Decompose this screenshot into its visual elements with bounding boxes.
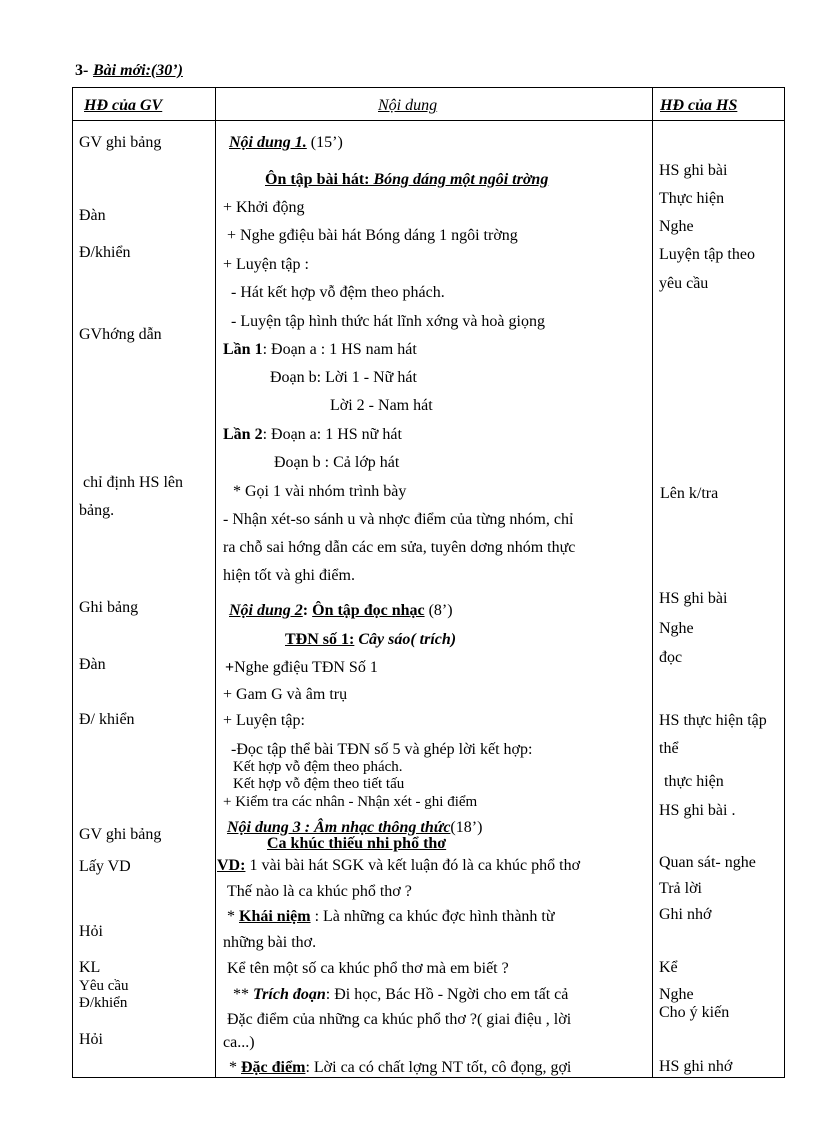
- content-line: [285, 630, 456, 650]
- content-line: Kết hợp vỗ đệm theo tiết tấu: [233, 776, 405, 792]
- content-line: - Luyện tập hình thức hát lĩnh xớng và hoà giọng: [231, 313, 545, 330]
- hs-item: Cho ý kiến: [659, 1004, 730, 1021]
- nd3-sub: Ca khúc thiếu nhi phổ thơ: [267, 835, 447, 852]
- hs-item: thực hiện: [664, 773, 724, 790]
- content-line: [217, 856, 580, 876]
- hs-item: Nghe: [659, 620, 694, 637]
- header-content: Nội dung: [378, 97, 438, 114]
- content-line: những bài thơ.: [223, 934, 317, 951]
- hs-item: HS ghi bài: [659, 162, 728, 179]
- vd-text: 1 vài bài hát SGK và kết luận đó là ca khúc phổ thơ: [245, 857, 581, 874]
- content-line: [223, 340, 417, 360]
- header-gv: HĐ của GV: [84, 97, 163, 114]
- gv-item: Hỏi: [79, 1031, 103, 1048]
- content-line: * Gọi 1 vài nhóm trình bày: [233, 483, 407, 500]
- gv-item: Hỏi: [79, 923, 103, 940]
- hs-item: thể: [659, 740, 679, 757]
- gv-item: Yêu cầu: [79, 978, 129, 994]
- hs-item: HS thực hiện tập: [659, 712, 767, 729]
- nd1-song-name: Bóng dáng một ngôi trờng: [369, 171, 549, 188]
- hs-item: Nghe: [659, 218, 694, 235]
- nd3-time: (18’): [450, 819, 483, 836]
- gv-item: Đàn: [79, 656, 106, 673]
- hs-item: đọc: [659, 649, 683, 666]
- lan1-text: : Đoạn a : 1 HS nam hát: [262, 341, 417, 358]
- td-label: Trích đoạn: [253, 986, 326, 1003]
- section-number: 3-: [75, 62, 89, 79]
- content-line: Kể tên một số ca khúc phổ thơ mà em biết ?: [227, 960, 509, 977]
- kn-text: : Là những ca khúc đợc hình thành từ: [310, 908, 555, 925]
- content-line: ** Trích đoạn: Đi học, Bác Hồ - Ngời cho em tất cả: [233, 986, 569, 1003]
- content-line: Đoạn b : Cả lớp hát: [274, 454, 400, 471]
- column-divider-1: [215, 87, 216, 1078]
- tdn-label: TĐN số 1:: [285, 631, 355, 648]
- hs-item: HS ghi bài: [659, 590, 728, 607]
- content-line: hiện tốt và ghi điểm.: [223, 567, 355, 584]
- nd1-sub-label: Ôn tập bài hát:: [265, 171, 370, 188]
- hs-item: Lên k/tra: [660, 485, 719, 502]
- hs-item: Ghi nhớ: [659, 906, 712, 923]
- gv-item: bảng.: [79, 502, 115, 519]
- hs-item: Kể: [659, 959, 678, 976]
- gv-item: Đàn: [79, 207, 106, 224]
- content-line: [229, 133, 343, 153]
- content-line: * Đặc điểm: Lời ca có chất lợng NT tốt, cô đọng, gợi: [229, 1059, 572, 1076]
- hs-item: Luyện tập theo: [659, 246, 755, 263]
- content-line: -Đọc tập thể bài TĐN số 5 và ghép lời kết hợp:: [231, 741, 533, 758]
- gv-item: GV ghi bảng: [79, 134, 162, 151]
- gv-item: GV ghi bảng: [79, 826, 162, 843]
- content-line: Thế nào là ca khúc phổ thơ ?: [227, 883, 412, 900]
- gv-item: Ghi bảng: [79, 599, 139, 616]
- content-line: Đặc điểm của những ca khúc phổ thơ ?( giai điệu , lời: [227, 1011, 572, 1028]
- gv-item: Đ/khiển: [79, 995, 128, 1011]
- table-top-border: [72, 87, 785, 88]
- content-line: [223, 425, 402, 445]
- dd-label: Đặc điểm: [241, 1059, 306, 1076]
- hs-item: Thực hiện: [659, 190, 725, 207]
- content-line: Kết hợp vỗ đệm theo phách.: [233, 759, 403, 775]
- gv-item: Lấy VD: [79, 858, 131, 875]
- content-line: * Khái niệm : Là những ca khúc đợc hình thành từ: [227, 908, 555, 925]
- content-line: ca...): [223, 1034, 255, 1051]
- table-left-border: [72, 87, 73, 1078]
- content-line: + Khởi động: [223, 199, 305, 216]
- nd1-title: Nội dung 1.: [229, 134, 307, 151]
- lan1-label: Lần 1: [223, 341, 263, 358]
- content-line: - Hát kết hợp vỗ đệm theo phách.: [231, 284, 445, 301]
- hs-item: yêu cầu: [659, 275, 709, 292]
- content-line: + Luyện tập :: [223, 256, 309, 273]
- hs-item: Quan sát- nghe: [659, 854, 756, 871]
- content-line: + Luyện tập:: [223, 712, 305, 729]
- vd-label: VD:: [217, 857, 246, 874]
- section-title: Bài mới:(30’): [93, 62, 183, 79]
- header-hs: HĐ của HS: [660, 97, 738, 114]
- content-line: Lời 2 - Nam hát: [330, 397, 433, 414]
- content-line: [229, 601, 453, 621]
- hs-item: Nghe: [659, 986, 694, 1003]
- gv-item: GVhớng dẫn: [79, 326, 162, 343]
- hs-item: HS ghi bài .: [659, 802, 736, 819]
- dd-text: : Lời ca có chất lợng NT tốt, cô đọng, gợi: [305, 1059, 572, 1076]
- nd2-title: Nội dung 2: [229, 602, 303, 619]
- content-line: + Gam G và âm trụ: [223, 686, 348, 703]
- nd2-time: (8’): [424, 602, 453, 619]
- hs-item: HS ghi nhớ: [659, 1058, 733, 1075]
- nghe-tdn: Nghe gđiệu TĐN Số 1: [234, 659, 378, 676]
- content-line: - Nhận xét-so sánh u và nhợc điểm của từng nhóm, chỉ: [223, 511, 574, 528]
- content-line: ra chỗ sai hớng dẫn các em sửa, tuyên dơng nhóm thực: [223, 539, 576, 556]
- nd3-title: Nội dung 3 : Âm nhạc thông thức: [227, 819, 451, 836]
- gv-item: chỉ định HS lên: [83, 474, 183, 491]
- td-text: : Đi học, Bác Hồ - Ngời cho em tất cả: [325, 986, 569, 1003]
- lan2-text: : Đoạn a: 1 HS nữ hát: [262, 426, 402, 443]
- lan2-label: Lần 2: [223, 426, 263, 443]
- content-line: [265, 170, 548, 190]
- nd2-sub: Ôn tập đọc nhạc: [312, 602, 425, 619]
- gv-item: Đ/ khiển: [79, 711, 135, 728]
- header-bottom-border: [72, 120, 785, 121]
- kn-label: Khái niệm: [239, 908, 311, 925]
- nd2-sep: :: [302, 602, 313, 619]
- content-line: Đoạn b: Lời 1 - Nữ hát: [270, 369, 417, 386]
- column-divider-2: [652, 87, 653, 1078]
- hs-item: Trả lời: [659, 880, 702, 897]
- gv-item: KL: [79, 959, 101, 976]
- gv-item: Đ/khiển: [79, 244, 131, 261]
- nd1-time: (15’): [306, 134, 343, 151]
- content-line: + Kiểm tra các nhân - Nhận xét - ghi điểm: [223, 794, 478, 810]
- table-right-border: [784, 87, 785, 1078]
- tdn-name: Cây sáo( trích): [354, 631, 457, 648]
- content-line: +Nghe gđiệu TĐN Số 1: [225, 659, 378, 676]
- content-line: + Nghe gđiệu bài hát Bóng dáng 1 ngôi trờng: [227, 227, 518, 244]
